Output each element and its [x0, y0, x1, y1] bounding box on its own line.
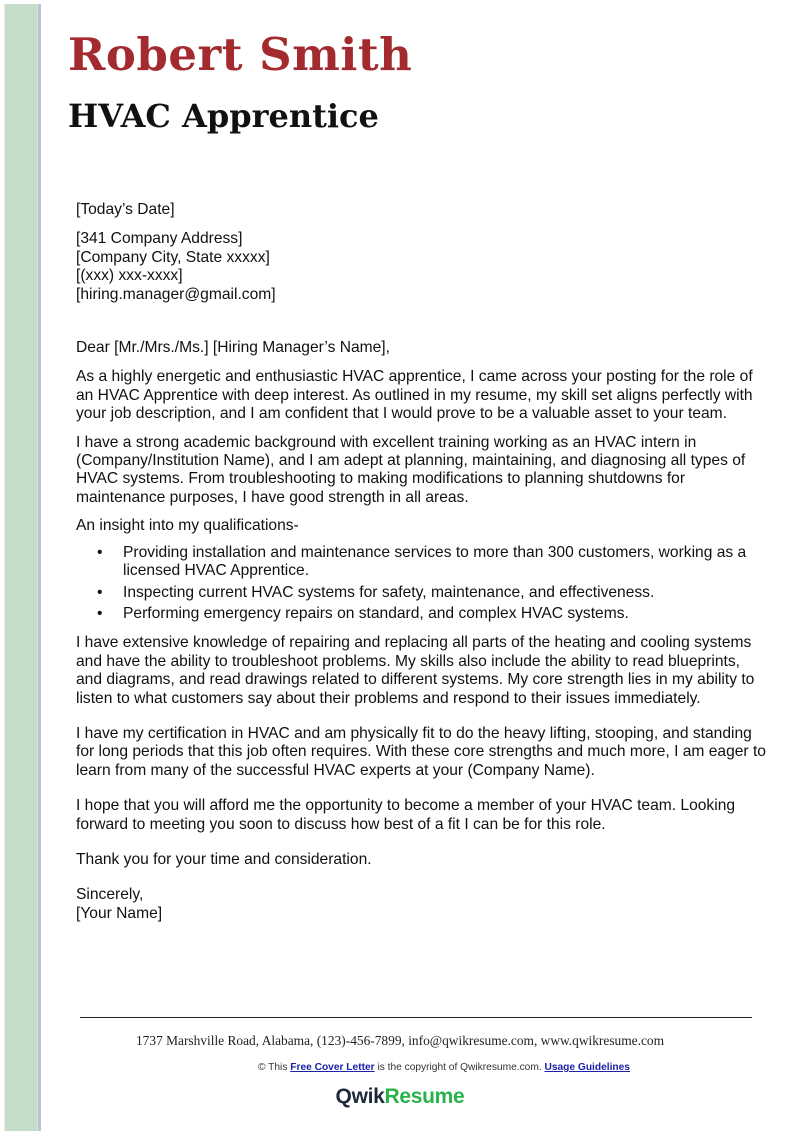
salutation: Dear [Mr./Mrs./Ms.] [Hiring Manager’s Name],	[76, 339, 390, 357]
copyright-prefix: © This	[258, 1062, 291, 1073]
qualification-text: Inspecting current HVAC systems for safety, maintenance, and effectiveness.	[123, 583, 655, 601]
qwikresume-logo	[0, 1085, 800, 1109]
paragraph-skills: I have extensive knowledge of repairing and replacing all parts of the heating and cooling systems and have the ability to troubleshoot problems. My skills also include the ability to read blueprints, and diagrams, and read drawings related to different systems. My core strength lies in my ability to listen to what customers say about their problems and respond to their issues immediately.	[76, 634, 755, 707]
footer-divider	[80, 1017, 752, 1018]
qualifications-list	[76, 544, 766, 624]
letter-body	[76, 201, 766, 923]
copyright-notice	[0, 1062, 800, 1073]
copyright-middle: is the copyright of Qwikresume.com.	[374, 1062, 545, 1073]
recipient-email-line: [hiring.manager@gmail.com]	[76, 285, 276, 303]
letter-date: [Today’s Date]	[76, 201, 175, 218]
job-title: HVAC Apprentice	[68, 97, 379, 135]
bullet-icon: •	[97, 604, 103, 622]
paragraph-hope: I hope that you will afford me the opportunity to become a member of your HVAC team. Looking forward to meeting you soon to discuss how best of a fit I can be for this role.	[76, 797, 736, 833]
paragraph-background: I have a strong academic background with excellent training working as an HVAC intern in (Company/Institution Name), and I am adept at planning, maintaining, and diagnosing all types of HVAC systems. From troubleshooting to making modifications to planning shutdowns for maintenance purposes, I have good strength in all areas.	[76, 433, 746, 506]
logo-qwik: Qwik	[335, 1085, 385, 1108]
qualification-item	[97, 583, 766, 602]
paragraph-thanks: Thank you for your time and consideration.	[76, 850, 372, 868]
qualification-item	[97, 543, 766, 581]
recipient-address	[76, 230, 766, 304]
footer-contact: 1737 Marshville Road, Alabama, (123)-456-7899, info@qwikresume.com, www.qwikresume.com	[135, 1033, 664, 1048]
paragraph-intro: As a highly energetic and enthusiastic HVAC apprentice, I came across your posting for the role of an HVAC Apprentice with deep interest. As outlined in my resume, my skill set aligns perfectly with your job description, and I am confident that I would prove to be a valuable asset to your team.	[76, 368, 753, 423]
bullet-icon: •	[97, 583, 103, 601]
qualifications-intro: An insight into my qualifications-	[76, 517, 299, 535]
signature: [Your Name]	[76, 904, 163, 922]
applicant-name: Robert Smith	[68, 28, 413, 81]
sidebar-accent-line	[38, 4, 41, 1131]
qualification-text: Providing installation and maintenance services to more than 300 customers, working as a licensed HVAC Apprentice.	[123, 543, 747, 580]
recipient-phone-line: [(xxx) xxx-xxxx]	[76, 267, 183, 285]
logo-resume: Resume	[384, 1085, 465, 1108]
recipient-city-line: [Company City, State xxxxx]	[76, 248, 270, 266]
qualification-text: Performing emergency repairs on standard, and complex HVAC systems.	[123, 604, 629, 622]
free-cover-letter-link[interactable]: Free Cover Letter	[290, 1062, 375, 1073]
qualification-item	[97, 604, 766, 623]
bullet-icon: •	[97, 543, 103, 561]
recipient-address-line: [341 Company Address]	[76, 230, 243, 248]
usage-guidelines-link[interactable]: Usage Guidelines	[544, 1062, 630, 1073]
paragraph-certification: I have my certification in HVAC and am physically fit to do the heavy lifting, stooping, and standing for long periods that this job often requires. With these core strengths and much more, I am eager to learn from many of the successful HVAC experts at your (Company Name).	[76, 724, 766, 779]
closing: Sincerely,	[76, 886, 144, 904]
sidebar-accent-band	[4, 4, 39, 1131]
